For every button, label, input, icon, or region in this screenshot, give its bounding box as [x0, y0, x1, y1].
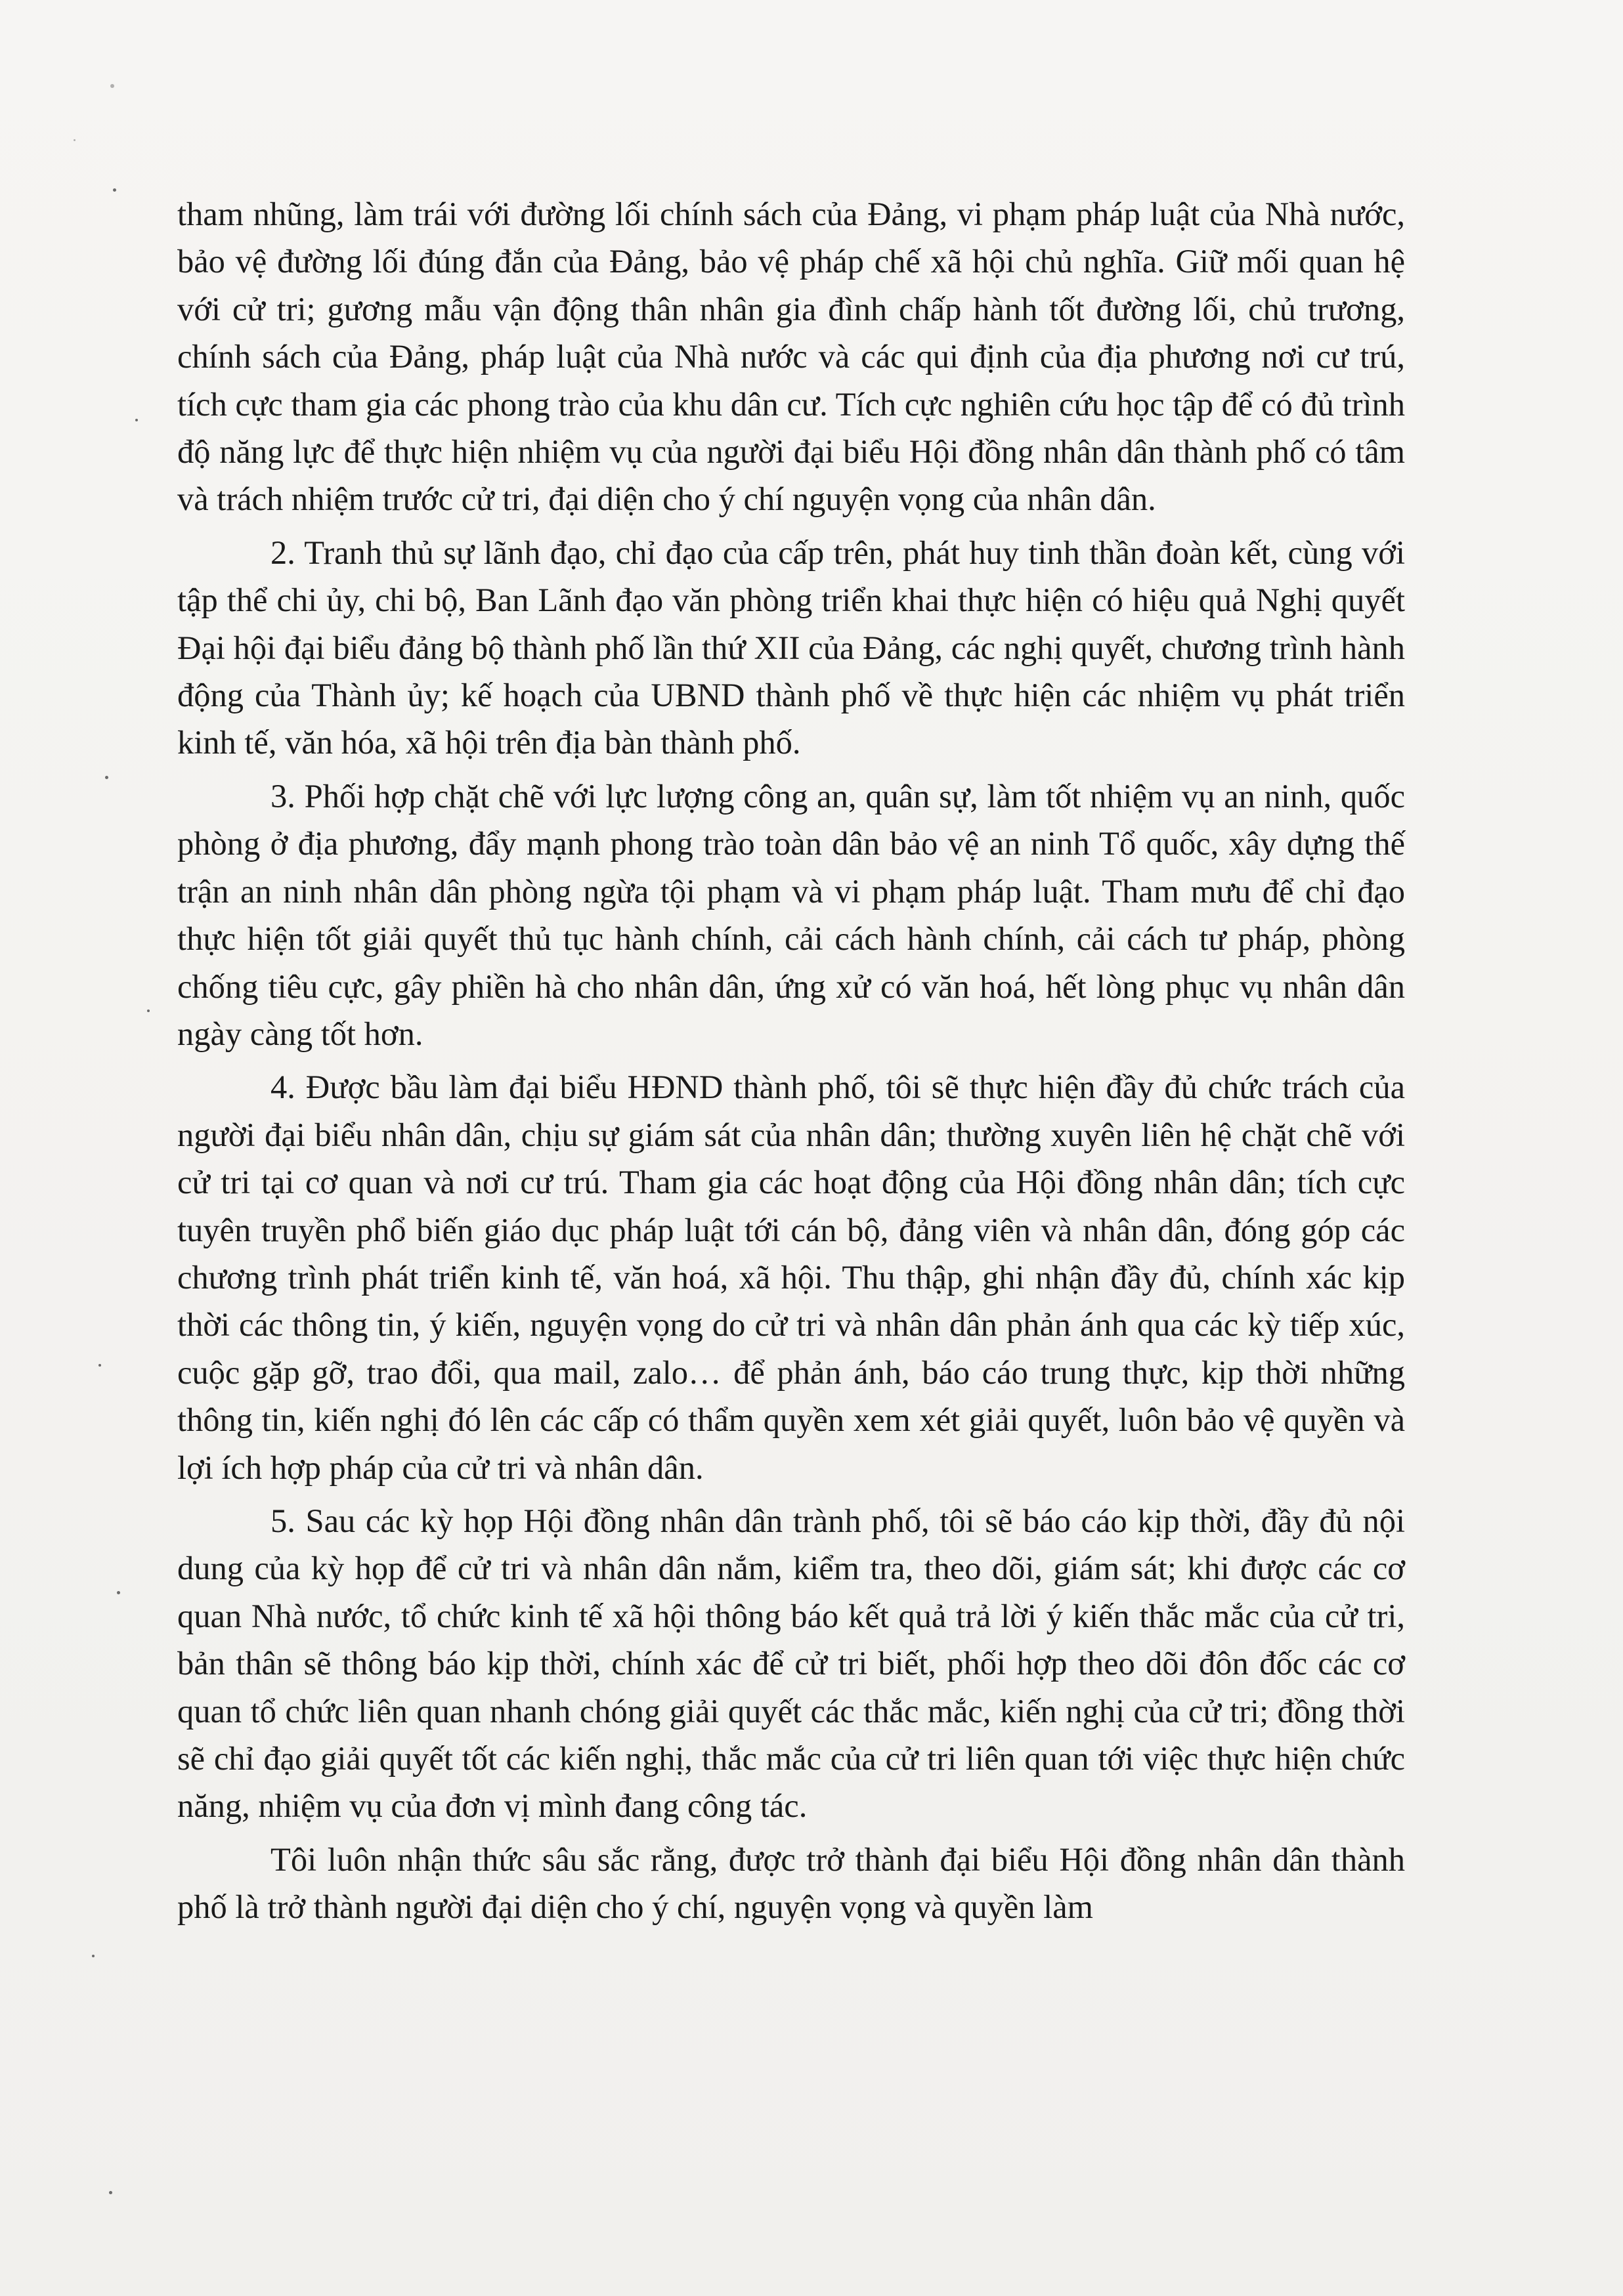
scan-speck: [105, 776, 108, 779]
paragraph-continuation: tham nhũng, làm trái với đường lối chính sách của Đảng, vi phạm pháp luật của Nhà nước, bảo vệ đường lối đúng đắn của Đảng, bảo vệ pháp chế xã hội chủ nghĩa. Giữ mối quan hệ với cử tri; gương mẫu vận động thân nhân gia đình chấp hành tốt đường lối, chủ trương, chính sách của Đảng, pháp luật của Nhà nước và các qui định của địa phương nơi cư trú, tích cực tham gia các phong trào của khu dân cư. Tích cực nghiên cứu học tập để có đủ trình độ năng lực để thực hiện nhiệm vụ của người đại biểu Hội đồng nhân dân thành phố có tâm và trách nhiệm trước cử tri, đại diện cho ý chí nguyện vọng của nhân dân.: [177, 196, 1405, 518]
scan-speck: [117, 1591, 120, 1594]
scan-speck: [135, 419, 138, 421]
scan-speck: [113, 188, 116, 192]
scan-speck: [109, 2191, 112, 2194]
document-body: [177, 190, 1405, 1931]
scan-speck: [147, 1010, 150, 1012]
paragraph-item-4: 4. Được bầu làm đại biểu HĐND thành phố, tôi sẽ thực hiện đầy đủ chức trách của người đại biểu nhân dân, chịu sự giám sát của nhân dân; thường xuyên liên hệ chặt chẽ với cử tri tại cơ quan và nơi cư trú. Tham gia các hoạt động của Hội đồng nhân dân; tích cực tuyên truyền phổ biến giáo dục pháp luật tới cán bộ, đảng viên và nhân dân, đóng góp các chương trình phát triển kinh tế, văn hoá, xã hội. Thu thập, ghi nhận đầy đủ, chính xác kịp thời các thông tin, ý kiến, nguyện vọng do cử tri và nhân dân phản ánh qua các kỳ tiếp xúc, cuộc gặp gỡ, trao đổi, qua mail, zalo… để phản ánh, báo cáo trung thực, kịp thời những thông tin, kiến nghị đó lên các cấp có thẩm quyền xem xét giải quyết, luôn bảo vệ quyền và lợi ích hợp pháp của cử tri và nhân dân.: [177, 1069, 1405, 1486]
scan-speck: [98, 1364, 101, 1367]
paragraph-closing: Tôi luôn nhận thức sâu sắc rằng, được trở thành đại biểu Hội đồng nhân dân thành phố là trở thành người đại diện cho ý chí, nguyện vọng và quyền làm: [177, 1840, 1405, 1926]
paragraph-item-3: 3. Phối hợp chặt chẽ với lực lượng công an, quân sự, làm tốt nhiệm vụ an ninh, quốc phòng ở địa phương, đẩy mạnh phong trào toàn dân bảo vệ an ninh Tổ quốc, xây dựng thế trận an ninh nhân dân phòng ngừa tội phạm và vi phạm pháp luật. Tham mưu để chỉ đạo thực hiện tốt giải quyết thủ tục hành chính, cải cách hành chính, cải cách tư pháp, phòng chống tiêu cực, gây phiền hà cho nhân dân, ứng xử có văn hoá, hết lòng phục vụ nhân dân ngày càng tốt hơn.: [177, 777, 1405, 1052]
paragraph-item-2: 2. Tranh thủ sự lãnh đạo, chỉ đạo của cấp trên, phát huy tinh thần đoàn kết, cùng với tập thể chi ủy, chi bộ, Ban Lãnh đạo văn phòng triển khai thực hiện có hiệu quả Nghị quyết Đại hội đại biểu đảng bộ thành phố lần thứ XII của Đảng, các nghị quyết, chương trình hành động của Thành ủy; kế hoạch của UBND thành phố về thực hiện các nhiệm vụ phát triển kinh tế, văn hóa, xã hội trên địa bàn thành phố.: [177, 534, 1405, 761]
scan-speck: [92, 1955, 95, 1957]
scan-speck: [74, 139, 76, 141]
scan-speck: [110, 84, 114, 88]
paragraph-item-5: 5. Sau các kỳ họp Hội đồng nhân dân trành phố, tôi sẽ báo cáo kịp thời, đầy đủ nội dung của kỳ họp để cử tri và nhân dân nắm, kiểm tra, theo dõi, giám sát; khi được các cơ quan Nhà nước, tổ chức kinh tế xã hội thông báo kết quả trả lời ý kiến thắc mắc của cử tri, bản thân sẽ thông báo kịp thời, chính xác để cử tri biết, phối hợp theo dõi đôn đốc các cơ quan tổ chức liên quan nhanh chóng giải quyết các thắc mắc, kiến nghị của cử tri; đồng thời sẽ chỉ đạo giải quyết tốt các kiến nghị, thắc mắc của cử tri liên quan tới việc thực hiện chức năng, nhiệm vụ của đơn vị mình đang công tác.: [177, 1502, 1405, 1825]
